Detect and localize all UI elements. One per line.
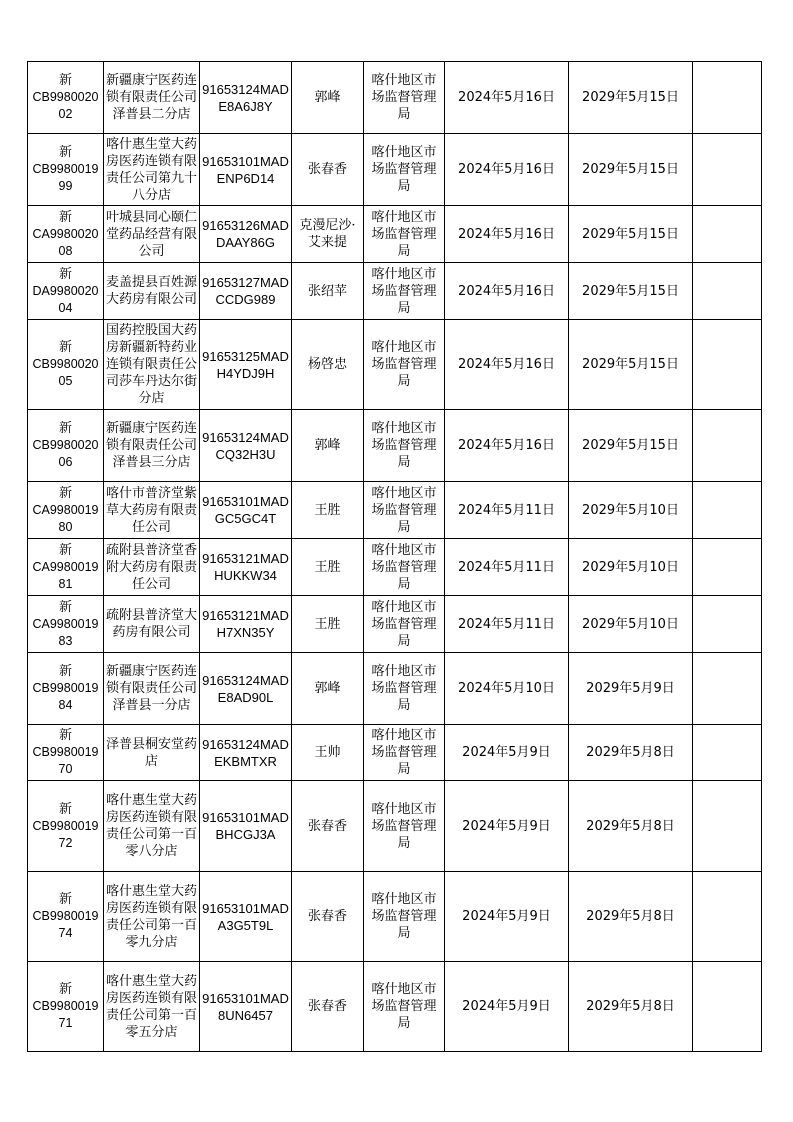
issuing-authority-cell: 喀什地区市场监督管理局 [364,872,445,962]
note-cell [693,962,762,1052]
expiry-date-cell: 2029年5月8日 [569,725,693,781]
expiry-date-cell: 2029年5月15日 [569,263,693,320]
credit-code-cell: 91653101MAD8UN6457 [200,962,292,1052]
credit-code-cell: 91653101MADA3G5T9L [200,872,292,962]
issue-date-cell: 2024年5月11日 [445,596,569,653]
legal-person-cell: 张春香 [292,872,364,962]
legal-person-cell: 王胜 [292,596,364,653]
issue-date-cell: 2024年5月16日 [445,263,569,320]
expiry-date-cell: 2029年5月15日 [569,62,693,134]
license-number-cell [28,872,104,962]
issue-date-cell: 2024年5月16日 [445,206,569,263]
table-row [28,134,762,206]
table-row [28,410,762,482]
table-row [28,263,762,320]
license-prefix: 新 [58,664,72,679]
license-prefix: 新 [58,209,72,225]
expiry-date-cell: 2029年5月8日 [569,962,693,1052]
license-number: CB998001974 [32,909,99,940]
expiry-date-cell: 2029年5月15日 [569,320,693,410]
legal-person-cell: 郭峰 [292,62,364,134]
table-row [28,62,762,134]
credit-code-cell: 91653124MADE8AD90L [200,653,292,725]
credit-code-cell: 91653121MADH7XN35Y [200,596,292,653]
license-number: CA998001983 [32,616,99,648]
issue-date-cell: 2024年5月9日 [445,725,569,781]
license-number-cell [28,206,104,263]
note-cell [693,263,762,320]
table-row [28,781,762,872]
table-row [28,482,762,539]
company-name-cell: 喀什市普济堂紫草大药房有限责任公司 [104,482,200,539]
issuing-authority-cell: 喀什地区市场监督管理局 [364,206,445,263]
license-number-cell [28,320,104,410]
license-prefix: 新 [58,982,72,997]
license-number: CB998002006 [32,438,99,469]
license-number-cell [28,410,104,482]
license-number-cell [28,62,104,134]
credit-code-cell: 91653125MADH4YDJ9H [200,320,292,410]
license-number: CB998001984 [32,681,99,712]
note-cell [693,320,762,410]
expiry-date-cell: 2029年5月10日 [569,539,693,596]
expiry-date-cell: 2029年5月8日 [569,781,693,872]
table-row [28,653,762,725]
company-name-cell: 喀什惠生堂大药房医药连锁有限责任公司第一百零八分店 [104,781,200,872]
license-number: CB998002002 [32,90,99,121]
note-cell [693,653,762,725]
issue-date-cell: 2024年5月16日 [445,62,569,134]
company-name-cell: 国药控股国大药房新疆新特药业连锁有限责任公司莎车丹达尔街分店 [104,320,200,410]
credit-code-cell: 91653124MADE8A6J8Y [200,62,292,134]
note-cell [693,596,762,653]
license-prefix: 新 [58,340,72,355]
issuing-authority-cell: 喀什地区市场监督管理局 [364,725,445,781]
license-number-cell [28,781,104,872]
license-number: CA998001980 [32,502,99,534]
issue-date-cell: 2024年5月16日 [445,410,569,482]
table-body [28,62,762,1052]
expiry-date-cell: 2029年5月10日 [569,596,693,653]
note-cell [693,134,762,206]
license-prefix: 新 [58,485,72,501]
legal-person-cell: 王胜 [292,539,364,596]
license-number-cell [28,539,104,596]
issuing-authority-cell: 喀什地区市场监督管理局 [364,263,445,320]
license-prefix: 新 [58,421,72,436]
license-prefix: 新 [58,728,72,743]
license-number-cell [28,134,104,206]
issue-date-cell: 2024年5月11日 [445,539,569,596]
company-name-cell: 新疆康宁医药连锁有限责任公司泽普县一分店 [104,653,200,725]
credit-code-cell: 91653101MADENP6D14 [200,134,292,206]
legal-person-cell: 张春香 [292,781,364,872]
company-name-cell: 叶城县同心颐仁堂药品经营有限公司 [104,206,200,263]
issuing-authority-cell: 喀什地区市场监督管理局 [364,653,445,725]
issuing-authority-cell: 喀什地区市场监督管理局 [364,62,445,134]
license-prefix: 新 [58,266,72,282]
issue-date-cell: 2024年5月9日 [445,962,569,1052]
license-number: CA998001981 [32,559,99,591]
credit-code-cell: 91653101MADBHCGJ3A [200,781,292,872]
legal-person-cell: 克漫尼沙·艾来提 [292,206,364,263]
expiry-date-cell: 2029年5月15日 [569,206,693,263]
issue-date-cell: 2024年5月11日 [445,482,569,539]
issuing-authority-cell: 喀什地区市场监督管理局 [364,596,445,653]
license-prefix: 新 [58,892,72,907]
license-prefix: 新 [58,145,72,160]
company-name-cell: 喀什惠生堂大药房医药连锁有限责任公司第一百零五分店 [104,962,200,1052]
table-row [28,725,762,781]
credit-code-cell: 91653124MADEKBMTXR [200,725,292,781]
license-number: DA998002004 [32,283,99,315]
credit-code-cell: 91653101MADGC5GC4T [200,482,292,539]
note-cell [693,539,762,596]
license-prefix: 新 [58,801,72,817]
issuing-authority-cell: 喀什地区市场监督管理局 [364,482,445,539]
expiry-date-cell: 2029年5月9日 [569,653,693,725]
note-cell [693,781,762,872]
table-row [28,320,762,410]
note-cell [693,872,762,962]
issuing-authority-cell: 喀什地区市场监督管理局 [364,539,445,596]
expiry-date-cell: 2029年5月15日 [569,134,693,206]
license-prefix: 新 [58,73,72,88]
company-name-cell: 新疆康宁医药连锁有限责任公司泽普县三分店 [104,410,200,482]
issue-date-cell: 2024年5月16日 [445,134,569,206]
company-name-cell: 疏附县普济堂大药房有限公司 [104,596,200,653]
table-row [28,872,762,962]
table-row [28,206,762,263]
license-number: CA998002008 [32,226,99,258]
license-number-cell [28,596,104,653]
table-row [28,962,762,1052]
license-number: CB998001971 [32,999,99,1030]
legal-person-cell: 王胜 [292,482,364,539]
table-row [28,596,762,653]
license-prefix: 新 [58,599,72,615]
legal-person-cell: 郭峰 [292,410,364,482]
table-row [28,539,762,596]
license-number-cell [28,482,104,539]
legal-person-cell: 王帅 [292,725,364,781]
note-cell [693,482,762,539]
note-cell [693,62,762,134]
issuing-authority-cell: 喀什地区市场监督管理局 [364,781,445,872]
credit-code-cell: 91653127MADCCDG989 [200,263,292,320]
license-number: CB998001972 [32,818,99,850]
issue-date-cell: 2024年5月9日 [445,872,569,962]
company-name-cell: 喀什惠生堂大药房医药连锁有限责任公司第九十八分店 [104,134,200,206]
issuing-authority-cell: 喀什地区市场监督管理局 [364,962,445,1052]
license-number: CB998002005 [32,357,99,388]
note-cell [693,206,762,263]
license-prefix: 新 [58,542,72,558]
company-name-cell: 喀什惠生堂大药房医药连锁有限责任公司第一百零九分店 [104,872,200,962]
license-table [27,61,762,1052]
company-name-cell: 泽普县桐安堂药店 [104,725,200,781]
issue-date-cell: 2024年5月9日 [445,781,569,872]
license-number: CB998001970 [32,745,99,776]
license-number-cell [28,725,104,781]
license-number: CB998001999 [32,162,99,193]
company-name-cell: 新疆康宁医药连锁有限责任公司泽普县二分店 [104,62,200,134]
expiry-date-cell: 2029年5月8日 [569,872,693,962]
credit-code-cell: 91653121MADHUKKW34 [200,539,292,596]
issuing-authority-cell: 喀什地区市场监督管理局 [364,320,445,410]
legal-person-cell: 张绍苹 [292,263,364,320]
legal-person-cell: 郭峰 [292,653,364,725]
company-name-cell: 疏附县普济堂香附大药房有限责任公司 [104,539,200,596]
issue-date-cell: 2024年5月10日 [445,653,569,725]
company-name-cell: 麦盖提县百姓源大药房有限公司 [104,263,200,320]
license-number-cell [28,653,104,725]
issue-date-cell: 2024年5月16日 [445,320,569,410]
note-cell [693,725,762,781]
credit-code-cell: 91653124MADCQ32H3U [200,410,292,482]
legal-person-cell: 张春香 [292,962,364,1052]
issuing-authority-cell: 喀什地区市场监督管理局 [364,134,445,206]
issuing-authority-cell: 喀什地区市场监督管理局 [364,410,445,482]
note-cell [693,410,762,482]
credit-code-cell: 91653126MADDAAY86G [200,206,292,263]
legal-person-cell: 张春香 [292,134,364,206]
license-number-cell [28,263,104,320]
expiry-date-cell: 2029年5月15日 [569,410,693,482]
license-number-cell [28,962,104,1052]
legal-person-cell: 杨啓忠 [292,320,364,410]
expiry-date-cell: 2029年5月10日 [569,482,693,539]
